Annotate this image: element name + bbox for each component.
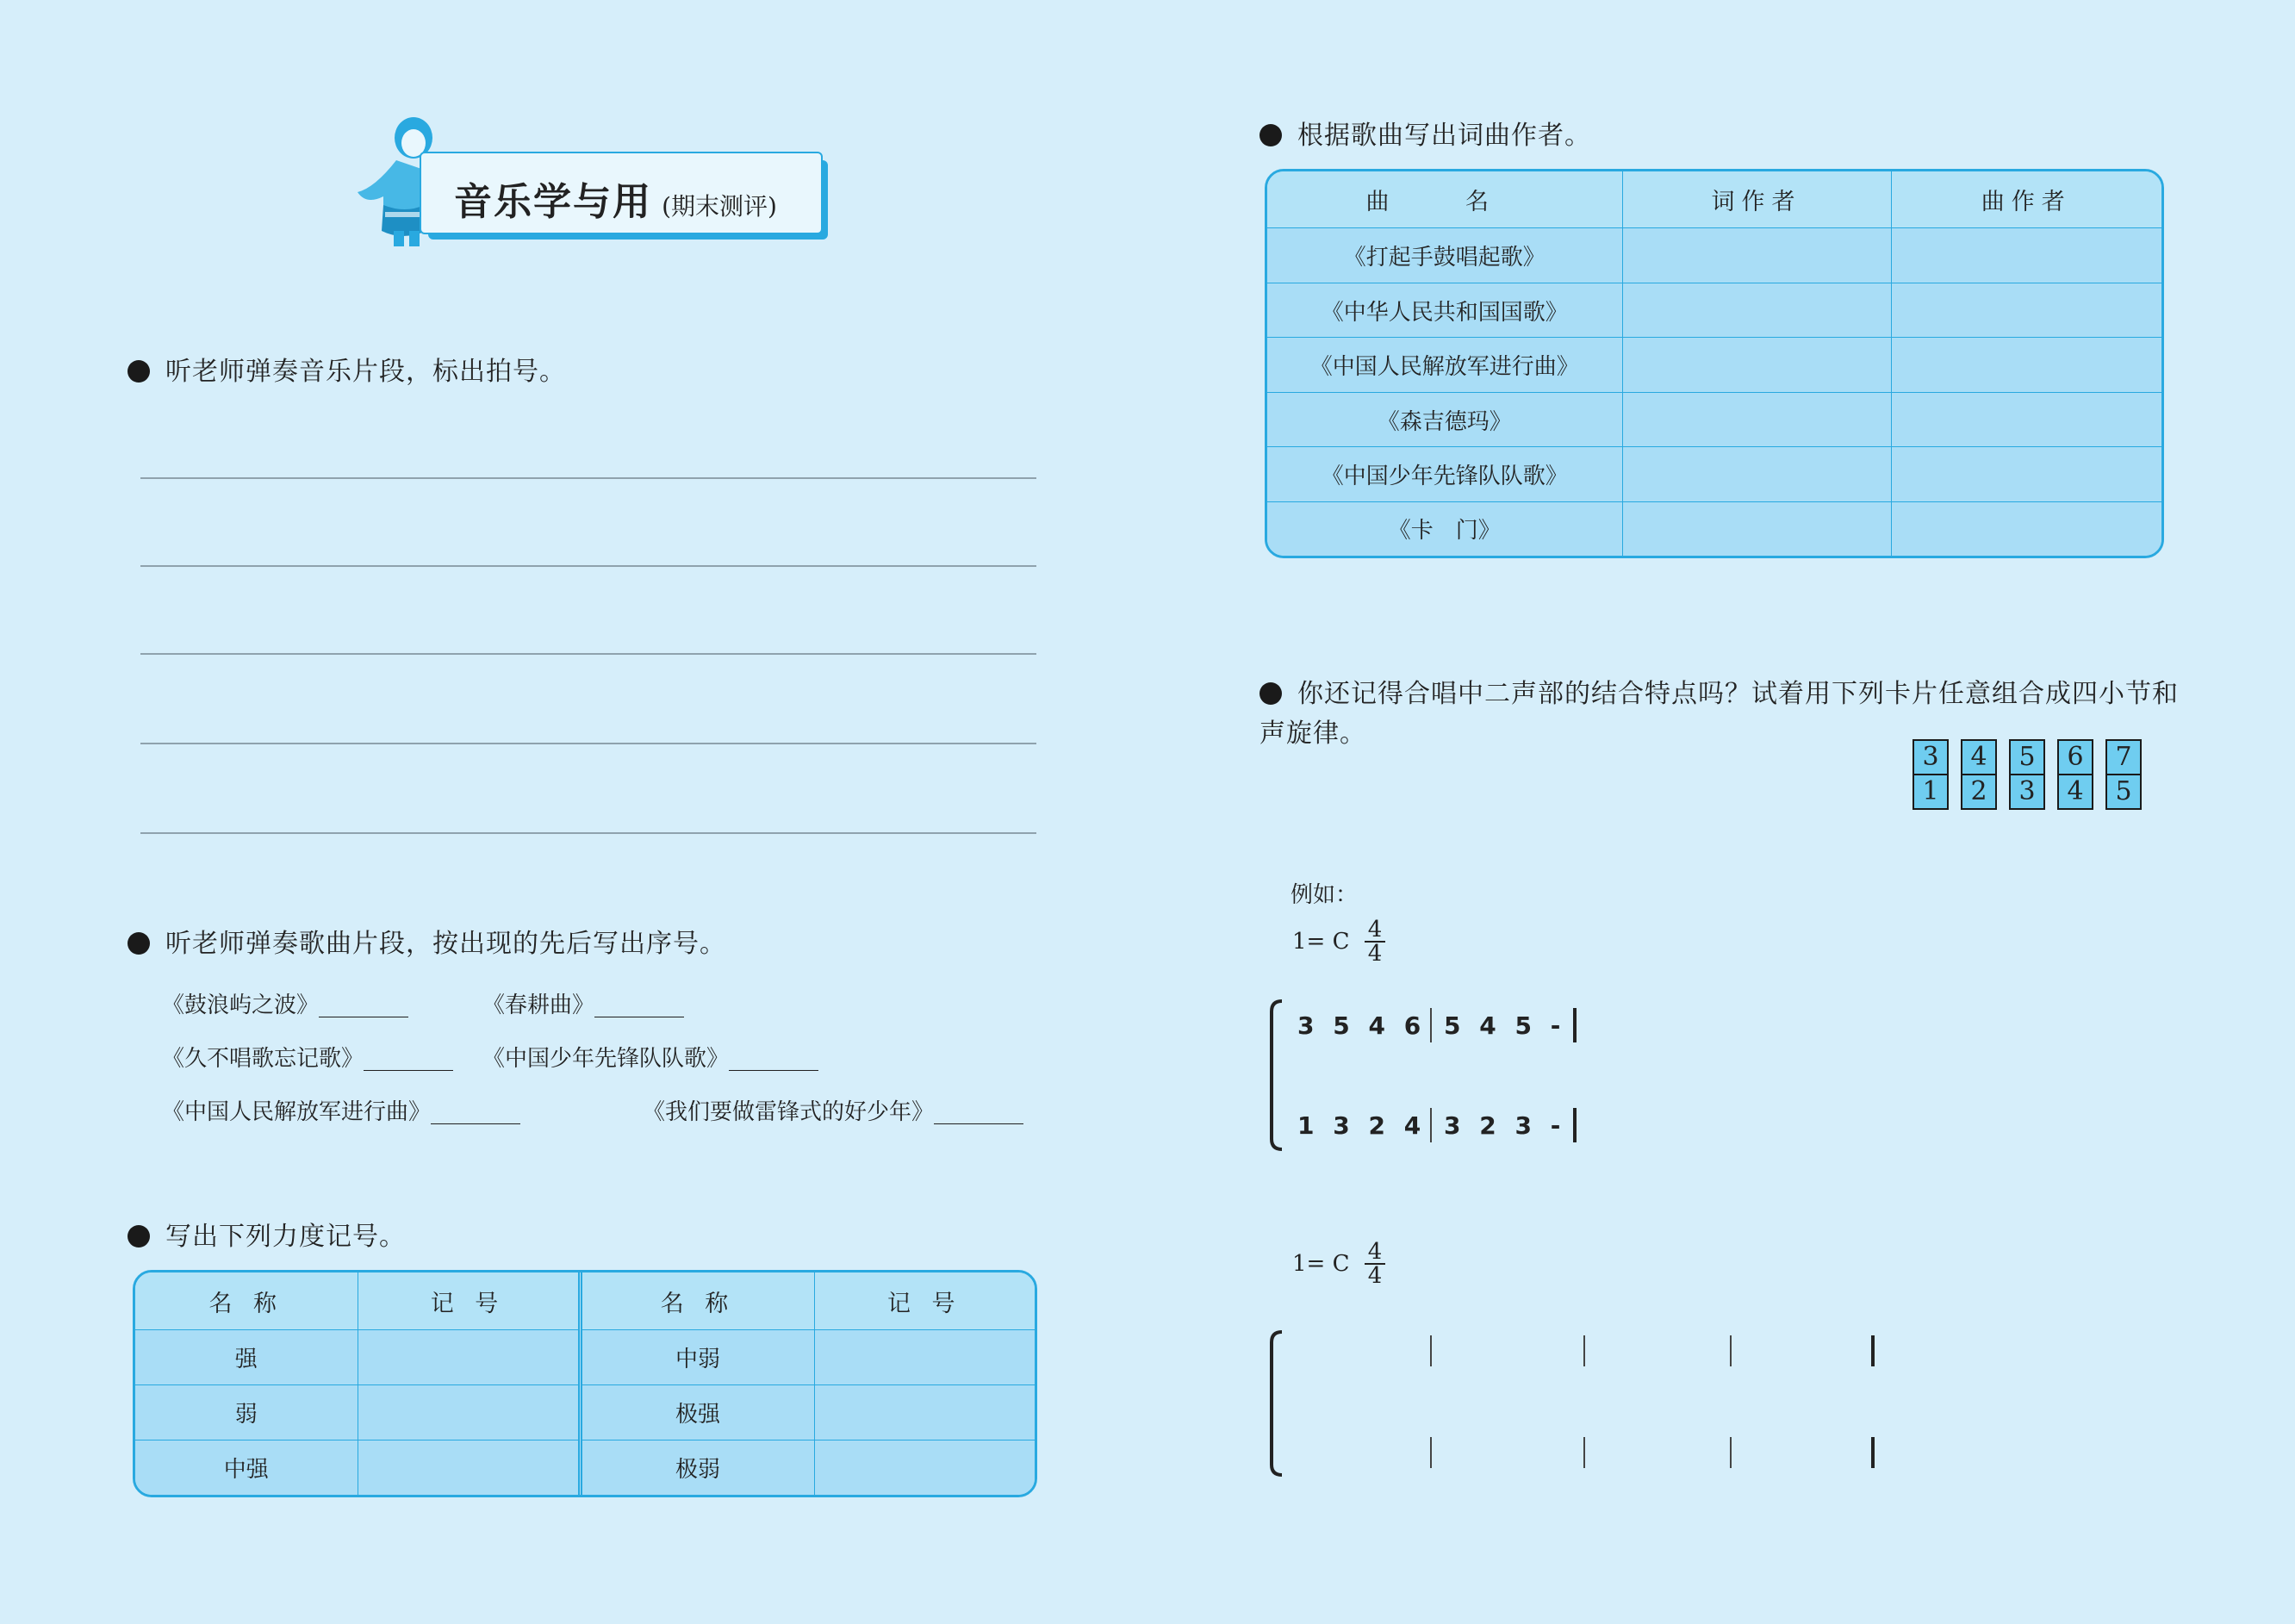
answer-measure[interactable] [1583, 1437, 1585, 1468]
composer-table [1265, 169, 2164, 558]
lyricist-cell[interactable] [1622, 338, 1891, 392]
table-header: 名 称 [580, 1272, 814, 1330]
question-1-text: 听老师弹奏音乐片段，标出拍号。 [165, 357, 566, 387]
table-cell: 弱 [135, 1385, 358, 1440]
number-card[interactable]: 6 4 [2057, 739, 2093, 810]
composer-cell[interactable] [1891, 228, 2161, 283]
number-card[interactable]: 7 5 [2105, 739, 2142, 810]
table-header: 记 号 [358, 1272, 580, 1330]
answer-cell[interactable] [358, 1385, 580, 1440]
song-item: 《中国人民解放军进行曲》________ [162, 1099, 521, 1125]
table-cell: 极弱 [580, 1440, 814, 1495]
page-subtitle: (期末测评) [662, 192, 777, 221]
bar-line [1430, 1108, 1432, 1142]
composer-cell[interactable] [1891, 447, 2161, 501]
composer-cell[interactable] [1891, 338, 2161, 392]
song-item: 《久不唱歌忘记歌》________ [162, 1046, 454, 1072]
answer-measure[interactable] [1583, 1335, 1585, 1366]
dynamics-table [133, 1270, 1037, 1497]
song-name-cell: 《中国少年先锋队队歌》 [1267, 447, 1622, 501]
time-signature: 4 4 [1365, 1241, 1385, 1287]
question-4 [1259, 114, 1591, 152]
table-cell: 中强 [135, 1440, 358, 1495]
question-2-text: 听老师弹奏歌曲片段，按出现的先后写出序号。 [165, 929, 726, 959]
bullet-icon [1259, 682, 1282, 705]
key-signature: 1= C [1292, 929, 1350, 955]
song-item: 《鼓浪屿之波》________ [162, 992, 409, 1018]
answer-measure[interactable] [1730, 1437, 1732, 1468]
song-name-cell: 《森吉德玛》 [1267, 392, 1622, 446]
answer-line[interactable] [140, 653, 1036, 655]
table-cell: 极强 [580, 1385, 814, 1440]
table-cell: 强 [135, 1330, 358, 1385]
answer-line[interactable] [140, 743, 1036, 744]
example-label: 例如： [1291, 882, 1359, 908]
answer-cell[interactable] [814, 1440, 1035, 1495]
question-5 [1259, 672, 2179, 710]
end-bar-line [1573, 1008, 1577, 1042]
lyricist-cell[interactable] [1622, 283, 1891, 337]
bullet-icon [128, 1225, 150, 1248]
song-name-cell: 《中华人民共和国国歌》 [1267, 283, 1622, 337]
staff-bracket-icon [1270, 1330, 1287, 1477]
composer-cell[interactable] [1891, 501, 2161, 556]
upper-voice-m2: 5 4 5 - [1444, 1011, 1562, 1040]
composer-cell[interactable] [1891, 392, 2161, 446]
bar-line [1430, 1008, 1432, 1042]
table-header: 曲 名 [1267, 171, 1622, 228]
question-1 [128, 350, 566, 388]
answer-cell[interactable] [358, 1440, 580, 1495]
song-name-cell: 《中国人民解放军进行曲》 [1267, 338, 1622, 392]
bullet-icon [128, 932, 150, 955]
staff-bracket-icon [1270, 999, 1287, 1151]
song-name-cell: 《卡 门》 [1267, 501, 1622, 556]
bullet-icon [1259, 124, 1282, 146]
answer-cell[interactable] [814, 1330, 1035, 1385]
number-card[interactable]: 4 2 [1961, 739, 1997, 810]
answer-line[interactable] [140, 477, 1036, 479]
lyricist-cell[interactable] [1622, 501, 1891, 556]
question-2 [128, 922, 726, 960]
answer-cell[interactable] [358, 1330, 580, 1385]
lyricist-cell[interactable] [1622, 447, 1891, 501]
table-cell: 中弱 [580, 1330, 814, 1385]
answer-cell[interactable] [814, 1385, 1035, 1440]
end-bar-line [1573, 1108, 1577, 1142]
page-title: 音乐学与用 [454, 180, 652, 224]
question-3-text: 写出下列力度记号。 [165, 1222, 406, 1252]
answer-line[interactable] [140, 832, 1036, 834]
answer-line[interactable] [140, 565, 1036, 567]
composer-cell[interactable] [1891, 283, 2161, 337]
table-header: 名 称 [135, 1272, 358, 1330]
title-banner [349, 110, 831, 248]
lower-voice-m2: 3 2 3 - [1444, 1111, 1562, 1140]
question-4-text: 根据歌曲写出词曲作者。 [1297, 121, 1591, 151]
song-name-cell: 《打起手鼓唱起歌》 [1267, 228, 1622, 283]
end-bar-line [1871, 1437, 1875, 1468]
answer-measure[interactable] [1430, 1335, 1432, 1366]
end-bar-line [1871, 1335, 1875, 1366]
answer-measure[interactable] [1730, 1335, 1732, 1366]
lyricist-cell[interactable] [1622, 392, 1891, 446]
question-5-text-cont: 声旋律。 [1259, 719, 1366, 749]
question-5-text: 你还记得合唱中二声部的结合特点吗？试着用下列卡片任意组合成四小节和 [1297, 679, 2179, 709]
number-card[interactable]: 3 1 [1912, 739, 1949, 810]
key-signature: 1= C [1292, 1251, 1350, 1277]
time-signature: 4 4 [1365, 918, 1385, 965]
lyricist-cell[interactable] [1622, 228, 1891, 283]
number-card[interactable]: 5 3 [2009, 739, 2045, 810]
question-3 [128, 1215, 406, 1253]
table-header: 曲作者 [1891, 171, 2161, 228]
table-header: 记 号 [814, 1272, 1035, 1330]
bullet-icon [128, 360, 150, 383]
song-item: 《中国少年先锋队队歌》________ [482, 1046, 819, 1072]
answer-measure[interactable] [1430, 1437, 1432, 1468]
lower-voice-m1: 1 3 2 4 [1297, 1111, 1422, 1140]
song-item: 《我们要做雷锋式的好少年》________ [643, 1099, 1024, 1125]
song-item: 《春耕曲》________ [482, 992, 685, 1018]
upper-voice-m1: 3 5 4 6 [1297, 1011, 1422, 1040]
table-header: 词作者 [1622, 171, 1891, 228]
